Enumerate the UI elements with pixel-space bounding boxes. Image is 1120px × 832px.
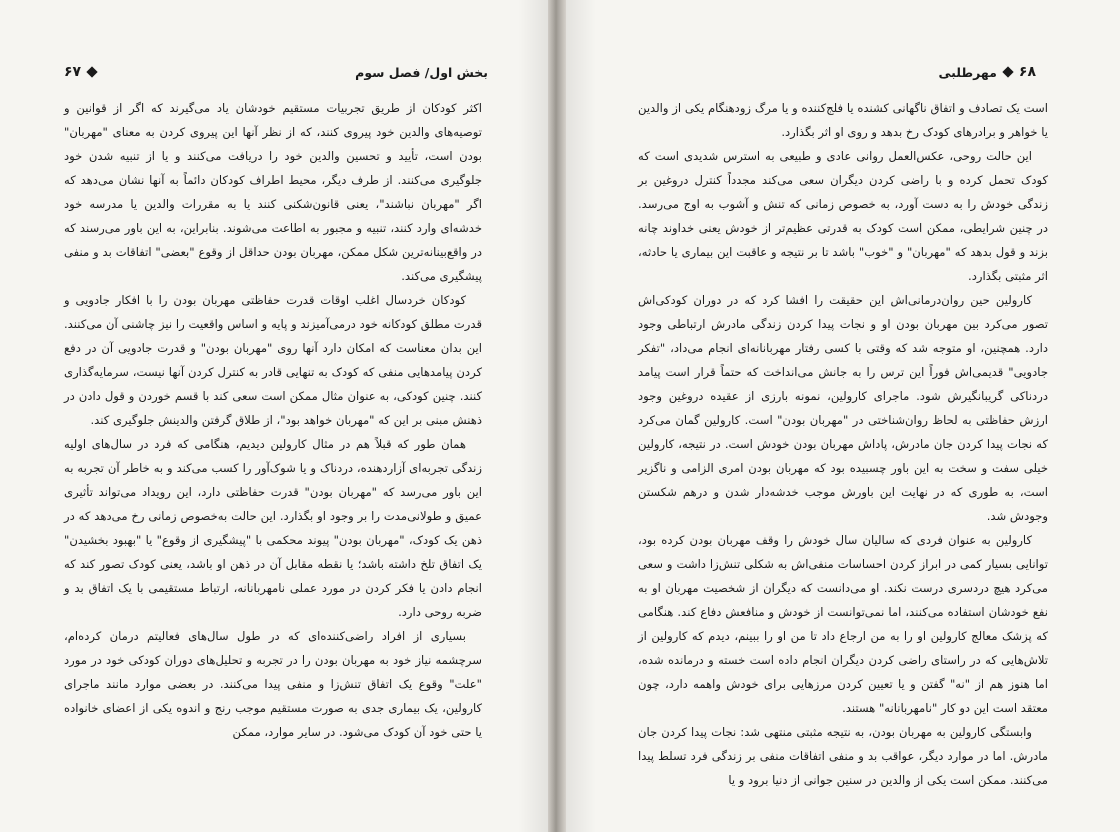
- paragraph: وابستگی کارولین به مهربان بودن، به نتیجه مثبتی منتهی شد: نجات پیدا کردن جان مادرش. اما در موارد دیگر، عواقب بد و منفی اتفاقات منفی بر زندگی فرد تسلط پیدا می‌کنند. ممکن است یکی از والدین در سنین جوانی از دنیا برود و یا: [638, 725, 1048, 787]
- paragraph: اکثر کودکان از طریق تجربیات مستقیم خودشان یاد می‌گیرند که اگر از قوانین و توصیه‌های والدین خود پیروی کنند، که از نظر آنها این پیروی کردن به معنای "مهربان" بودن است، تأیید و تحسین والدین خود را دریافت می‌کنند و یا از تنبیه شدن خود جلوگیری می‌کنند. از طرف دیگر، محیط اطراف کودکان دائماً به آنها نشان می‌دهد که اگر "مهربان نباشند"، یعنی قانون‌شکنی کنند یا به مقررات والدین یا مدرسه خود خدشه‌ای وارد کنند، تنبیه و مجبور به اطاعت می‌شوند. بنابراین، به این باور می‌رسند که در واقع‌بینانه‌ترین شکل ممکن، مهربان بودن حداقل از وقوع "بعضی" اتفاقات بد و منفی پیشگیری می‌کند.: [64, 101, 482, 283]
- page-shadow: [518, 0, 548, 832]
- paragraph: این حالت روحی، عکس‌العمل روانی عادی و طبیعی به استرس شدیدی است که کودک تحمل کرده و با راضی کردن دیگران سعی می‌کند مجدداً کنترل دروغین بر زندگی خودش را به دست آورد، به خصوص زمانی که تنش و آشوب به اوج می‌رسد. در چنین شرایطی، ممکن است کودک به قدرتی عظیم‌تر از خودش یعنی خداوند چانه بزند و قول بدهد که "مهربان" و "خوب" باشد تا بر نتیجه و عاقبت این بیماری یا حادثه، اثر مثبتی بگذارد.: [638, 149, 1048, 283]
- chapter-title: بخش اول/ فصل سوم: [355, 64, 488, 80]
- paragraph: کودکان خردسال اغلب اوقات قدرت حفاظتی مهربان بودن را با افکار جادویی و قدرت مطلق کودکانه خود درمی‌آمیزند و پایه و اساس واقعیت را نیز چاشنی آن می‌کنند. این بدان معناست که امکان دارد آنها روی "مهربان بودن" و قدرت جادویی آن در دفع کردن پیامدهایی منفی که کودک به تنهایی قادر به کنترل کردن آنها نیست، سرمایه‌گذاری کنند. چنین کودکی، به عنوان مثال ممکن است سعی کند با قسم خوردن و قول دادن در ذهنش مبنی بر این که "مهربان خواهد بود"، از طلاق گرفتن والدینش جلوگیری کند.: [64, 293, 482, 427]
- page-number: ۶۷: [64, 64, 82, 80]
- book-title: مهرطلبی: [938, 64, 997, 80]
- paragraph: بسیاری از افراد راضی‌کننده‌ای که در طول سال‌های فعالیتم درمان کرده‌ام، سرچشمه نیاز خود به مهربان بودن را در تجربه و تحلیل‌های دوران کودکی خود در مورد "علت" وقوع یک اتفاق تنش‌زا و منفی پیدا می‌کنند. در بعضی موارد مانند ماجرای کارولین، یک بیماری جدی به صورت مستقیم موجب رنج و اندوه یکی از اعضای خانواده یا حتی خود آن کودک می‌شود. در سایر موارد، ممکن: [64, 629, 482, 739]
- left-page-body: [64, 96, 482, 744]
- left-page: [0, 0, 548, 832]
- paragraph: کارولین به عنوان فردی که سالیان سال خودش را وقف مهربان بودن کرده بود، توانایی بسیار کمی در ابراز کردن احساسات منفی‌اش به شکلی تنش‌زا داشت و سعی می‌کرد هیچ دردسری درست نکند. او می‌دانست که دیگران از شخصیت مهربان او به نفع خودشان استفاده می‌کنند، اما نمی‌توانست از خودش و منافعش دفاع کند. هنگامی که پزشک معالج کارولین او را به من ارجاع داد تا من او را ببینم، دیدم که کارولین از تلاش‌هایی که در راستای راضی کردن دیگران انجام داده است خسته و درمانده شده، اما هنوز هم از "نه" گفتن و یا تعیین کردن مرزهایی برای خودش واهمه دارد، چون معتقد است این دو کار "نامهربانانه" هستند.: [638, 533, 1048, 715]
- page-number-group: [64, 64, 96, 80]
- paragraph: همان طور که قبلاً هم در مثال کارولین دیدیم، هنگامی که فرد در سال‌های اولیه زندگی تجربه‌ای آزاردهنده، دردناک و یا شوک‌آور را کسب می‌کند و به خاطر آن تجربه به این باور می‌رسد که "مهربان بودن" قدرت حفاظتی دارد، این رویداد می‌تواند تأثیری عمیق و طولانی‌مدت را بر وجود او بگذارد. این حالت به‌خصوص زمانی رخ می‌دهد که در ذهن یک کودک، "مهربان بودن" پیوند محکمی با "پیشگیری از وقوع" یا "بهبود بخشیدن" یک اتفاق تلخ داشته باشد؛ یا نقطه مقابل آن در ذهن او باشد، یعنی کودک تصور کند که انجام دادن یا فکر کردن در مورد عملی نامهربانانه، ارتباط مستقیمی با یک اتفاق بد و ضربه روحی دارد.: [64, 437, 482, 619]
- page-number: ۶۸: [1018, 64, 1036, 80]
- paragraph: کارولین حین روان‌درمانی‌اش این حقیقت را افشا کرد که در دوران کودکی‌اش تصور می‌کرد بین مهربان بودن او و نجات پیدا کردن زندگی مادرش ارتباطی وجود دارد. همچنین، او متوجه شد که وقتی با کسی رفتار مهربانانه‌ای انجام می‌داد، "تفکر جادویی" قدیمی‌اش فوراً این ترس را به جانش می‌انداخت که حتماً قرار است پیامد دردناکی گریبانگیرش شود. ماجرای کارولین، نمونه بارزی از عقیده دروغین وجود ارزش حفاظتی به لحاظ روان‌شناختی در "مهربان بودن" است. کارولین گمان می‌کرد که نجات پیدا کردن جان مادرش، پاداش مهربان بودن خودش است. در نتیجه، کارولین خیلی سفت و سخت به این باور چسبیده بود که مهربان بودن امری الزامی و ناگزیر است، به طوری که در نهایت این باورش موجب خدشه‌دار شدن و درهم شکستن وجودش شد.: [638, 293, 1048, 523]
- diamond-icon: [1002, 66, 1013, 77]
- right-page-body: [638, 96, 1048, 792]
- page-shadow: [566, 0, 596, 832]
- left-page-header: [64, 60, 488, 84]
- right-page: [566, 0, 1120, 832]
- diamond-icon: [86, 66, 97, 77]
- page-number-group: [939, 64, 1037, 80]
- paragraph: است یک تصادف و اتفاق ناگهانی کشنده یا فلج‌کننده و یا مرگ زودهنگام یکی از والدین یا خواهر و برادرهای کودک رخ بدهد و روی او اثر بگذارد.: [638, 101, 1048, 139]
- book-gutter: [548, 0, 566, 832]
- right-page-header: [606, 60, 1036, 84]
